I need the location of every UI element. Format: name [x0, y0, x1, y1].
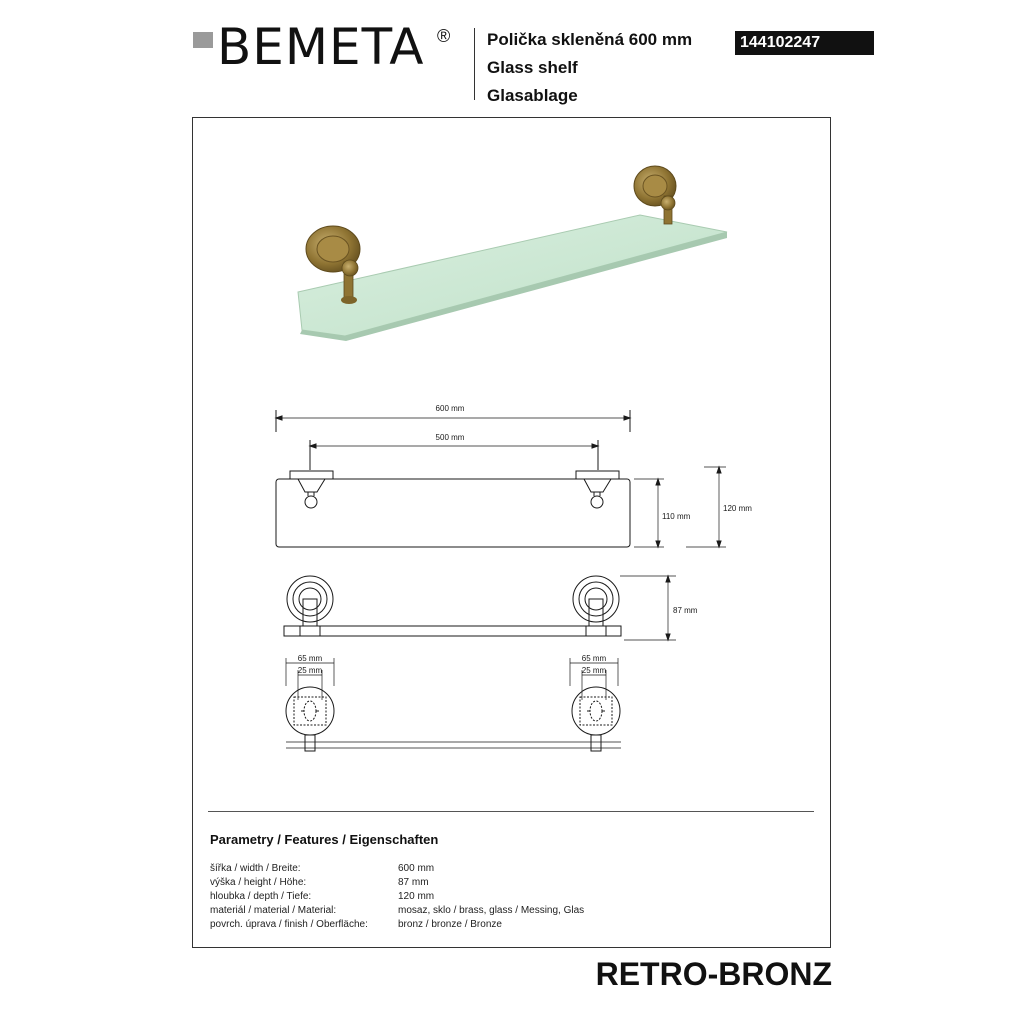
dim-depth: 87 mm	[673, 606, 698, 615]
product-render	[298, 166, 727, 341]
title-de: Glasablage	[487, 86, 578, 105]
front-glass-outline	[276, 479, 630, 547]
glass-shelf-render	[298, 215, 727, 336]
features-divider	[208, 811, 814, 812]
top-glass-outline	[284, 626, 621, 636]
top-view	[284, 576, 676, 640]
dim-hole-left: 25 mm	[297, 666, 323, 675]
title-cz: Polička skleněná 600 mm	[487, 30, 693, 49]
product-code: 144102247	[735, 31, 874, 55]
dim-plate-left: 65 mm	[297, 654, 323, 663]
features-heading: Parametry / Features / Eigenschaften	[210, 832, 439, 847]
front-view	[276, 410, 726, 547]
title-en: Glass shelf	[487, 58, 578, 77]
mount-view	[286, 658, 621, 751]
feature-value: 87 mm	[398, 877, 429, 888]
brand-name: BEMETA	[217, 18, 425, 76]
feature-value: mosaz, sklo / brass, glass / Messing, Glas	[398, 905, 585, 916]
feature-value: 120 mm	[398, 891, 435, 902]
dim-plate-right: 65 mm	[581, 654, 607, 663]
feature-label: výška / height / Höhe:	[210, 877, 307, 888]
dim-mount-spacing: 500 mm	[435, 433, 465, 442]
registered-mark: ®	[437, 26, 451, 46]
feature-value: bronz / bronze / Bronze	[398, 919, 502, 930]
dim-height-glass: 110 mm	[662, 512, 691, 521]
dim-total-width: 600 mm	[435, 404, 465, 413]
feature-label: materiál / material / Material:	[210, 905, 337, 916]
dim-height-total: 120 mm	[723, 504, 752, 513]
feature-value: 600 mm	[398, 863, 435, 874]
feature-label: povrch. úprava / finish / Oberfläche:	[210, 919, 368, 930]
dim-hole-right: 25 mm	[581, 666, 607, 675]
feature-label: šířka / width / Breite:	[210, 863, 301, 874]
feature-label: hloubka / depth / Tiefe:	[210, 891, 312, 902]
series-name: RETRO-BRONZ	[595, 956, 832, 992]
